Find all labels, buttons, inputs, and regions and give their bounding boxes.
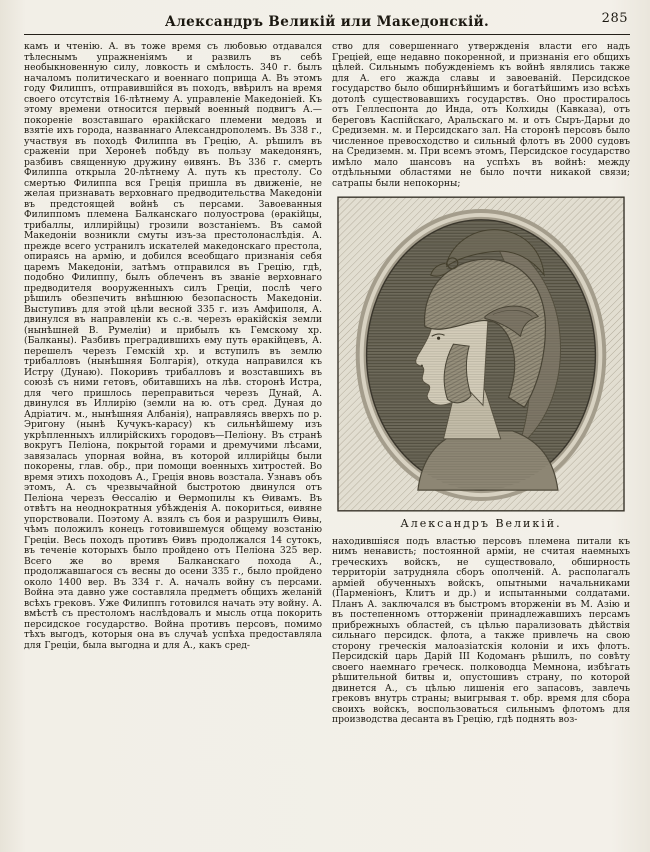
- figure-caption: Александръ Великій.: [400, 517, 562, 530]
- left-column-text: камъ и чтенію. А. въ тоже время съ любовью отдавался тѣлеснымъ упражненіямъ и развилъ въ себѣ необыкновенную силу, ловкость и смѣлость. 340 г. былъ началомъ политическаго и военнаго поприща А. Въ этомъ году Филиппъ, отправившійся въ походъ, ввѣрилъ на время своего отсутствія 16-лѣтнему А. управленіе Македоніей. Къ этому времени относится первый военный подвигъ А.—покореніе возставшаго ѳракійскаго племени медовъ и взятіе ихъ города, названнаго Александрополемъ. Въ 338 г., участвуя въ походѣ Филиппа въ Грецію, А. рѣшилъ въ сраженіи при Херонеѣ побѣду въ пользу македонянъ, разбивъ священную дружину ѳивянъ. Въ 336 г. смерть Филиппа открыла 20-лѣтнему А. путь къ престолу. Со смертью Филиппа вся Греція пришла въ движеніе, не желая признавать верховнаго предводительства Македоніи въ предстоящей войнѣ съ персами. Завоеванныя Филиппомъ племена Балканскаго полуострова (ѳракійцы, трибаллы, иллирійцы) грозили возстаніемъ. Въ самой Македоніи возникли смуты изъ-за престолонаслѣдія. А. прежде всего устранилъ искателей македонскаго престола, опираясь на армію, и добился всеобщаго признанія себя царемъ Македоніи, затѣмъ отправился въ Грецію, гдѣ, подобно Филиппу, былъ облеченъ въ званіе верховнаго предводителя вооруженныхъ силъ Греціи, послѣ чего рѣшилъ обезпечить внѣшнюю безопасность Македоніи. Выступивъ для этой цѣли весной 335 г. изъ Амфиполя, А. двинулся въ направленіи къ с.-в. черезъ ѳракійскія земли (нынѣшней В. Румеліи) и прибылъ къ Гемскому хр. (Балканы). Разбивъ преградившихъ ему путь ѳракійцевъ, А. перешелъ черезъ Гемскій хр. и вступилъ въ землю трибалловъ (нынѣшняя Болгарія), откуда направился къ Истру (Дунаю). Покоривъ трибалловъ и возставшихъ въ союзѣ съ ними гетовъ, обитавшихъ на лѣв. сторонѣ Истра, для чего пришлось переправиться черезъ Дунай, А. двинулся въ Иллирію (земли на ю. отъ сред. Дуная до Адріатич. м., нынѣшняя Албанія), направляясь вверхъ по р. Эригону (нынѣ Кучукъ-карасу) къ сильнѣйшему изъ укрѣпленныхъ иллирійскихъ городовъ—Пеліону. Въ странѣ вокругъ Пеліона, покрытой горами и дремучими лѣсами, завязалась упорная война, въ которой иллирійцы были покорены, глав. обр., при помощи военныхъ хитростей. Во время этихъ походовъ А., Греція вновь возстала. Узнавъ объ этомъ, А. съ чрезвычайной быстротою двинулся отъ Пеліона черезъ Ѳессалію и Ѳермопилы къ Ѳивамъ. Въ отвѣтъ на неоднократныя убѣжденія А. покориться, ѳивяне упорствовали. Поэтому А. взялъ съ боя и разрушилъ Ѳивы, чѣмъ положилъ конецъ готовившемуся общему возстанію Греціи. Весь походъ противъ Ѳивъ продолжался 14 сутокъ, въ теченіе которыхъ было пройдено отъ Пеліона 325 вер. Всего же во время Балканскаго похода А., продолжавшагося съ весны до осени 335 г., было пройдено около 1400 вер. Въ 334 г. А. началъ войну съ персами. Война эта давно уже составляла предметъ общихъ желаній всѣхъ грековъ. Уже Филиппъ готовился начать эту войну. А. вмѣстѣ съ престоломъ наслѣдовалъ и мысль отца покорить персидское государство. Война противъ персовъ, помимо тѣхъ выгодъ, которыя она въ случаѣ успѣха предоставляла для Греціи, была выгодна и для А., какъ сред-: [24, 42, 322, 651]
- running-header: [24, 13, 630, 35]
- page-title: Александръ Великій или Македонскій.: [164, 14, 490, 30]
- alexander-engraving-figure: [337, 196, 625, 534]
- page-number: 285: [601, 11, 628, 26]
- two-column-text-area: [24, 42, 630, 836]
- right-column: [332, 42, 630, 836]
- right-column-top-text: ство для совершеннаго утвержденія власти его надъ Греціей, еще недавно покоренной, и признанія его общихъ цѣлей. Сильнымъ побужденіемъ къ войнѣ являлись также для А. его жажда славы и завоеваній. Персидское государство было обширнѣйшимъ и богатѣйшимъ изо всѣхъ дотолѣ существовавшихъ государствъ. Оно простиралось отъ Геллеспонта до Инда, отъ Колхиды (Кавказа), отъ береговъ Каспійскаго, Аральскаго м. и отъ Сыръ-Дарьи до Средиземн. м. и Персидскаго зал. На сторонѣ персовъ было численное превосходство и сильный флотъ въ 2000 судовъ на Средиземн. м. При всемъ этомъ, Персидское государство имѣло мало шансовъ на успѣхъ въ войнѣ: между отдѣльными областями не было почти никакой связи; сатрапы были непокорны;: [332, 42, 630, 189]
- alexander-engraving-image: [337, 196, 625, 512]
- right-column-bottom-text: находившіяся подъ властью персовъ племена питали къ нимъ ненависть; постоянной арміи, не считая наемныхъ греческихъ войскъ, не существовало, обширность территоріи затрудняла сборъ ополченій. А. располагалъ арміей обученныхъ войскъ, опытными начальниками (Парменіонъ, Клитъ и др.) и испытанными солдатами. Планъ А. заключался въ быстромъ вторженіи въ М. Азію и въ постепенномъ отторженіи принадлежавшихъ персамъ прибрежныхъ областей, съ цѣлью парализовать дѣйствія сильнаго персидск. флота, а также привлечь на свою сторону греческія малоазіатскія колоніи и ихъ флотъ. Персидскій царь Дарій III Кодоманъ рѣшилъ, по совѣту своего наемнаго греческ. полководца Мемнона, избѣгать рѣшительной битвы и, опустошивъ страну, по которой двинется А., съ цѣлью лишенія его запасовъ, завлечь грековъ внутрь страны; выигрывая т. обр. время для сбора своихъ войскъ, воспользоваться сильнымъ флотомъ для производства десанта въ Грецію, гдѣ поднять воз-: [332, 535, 630, 725]
